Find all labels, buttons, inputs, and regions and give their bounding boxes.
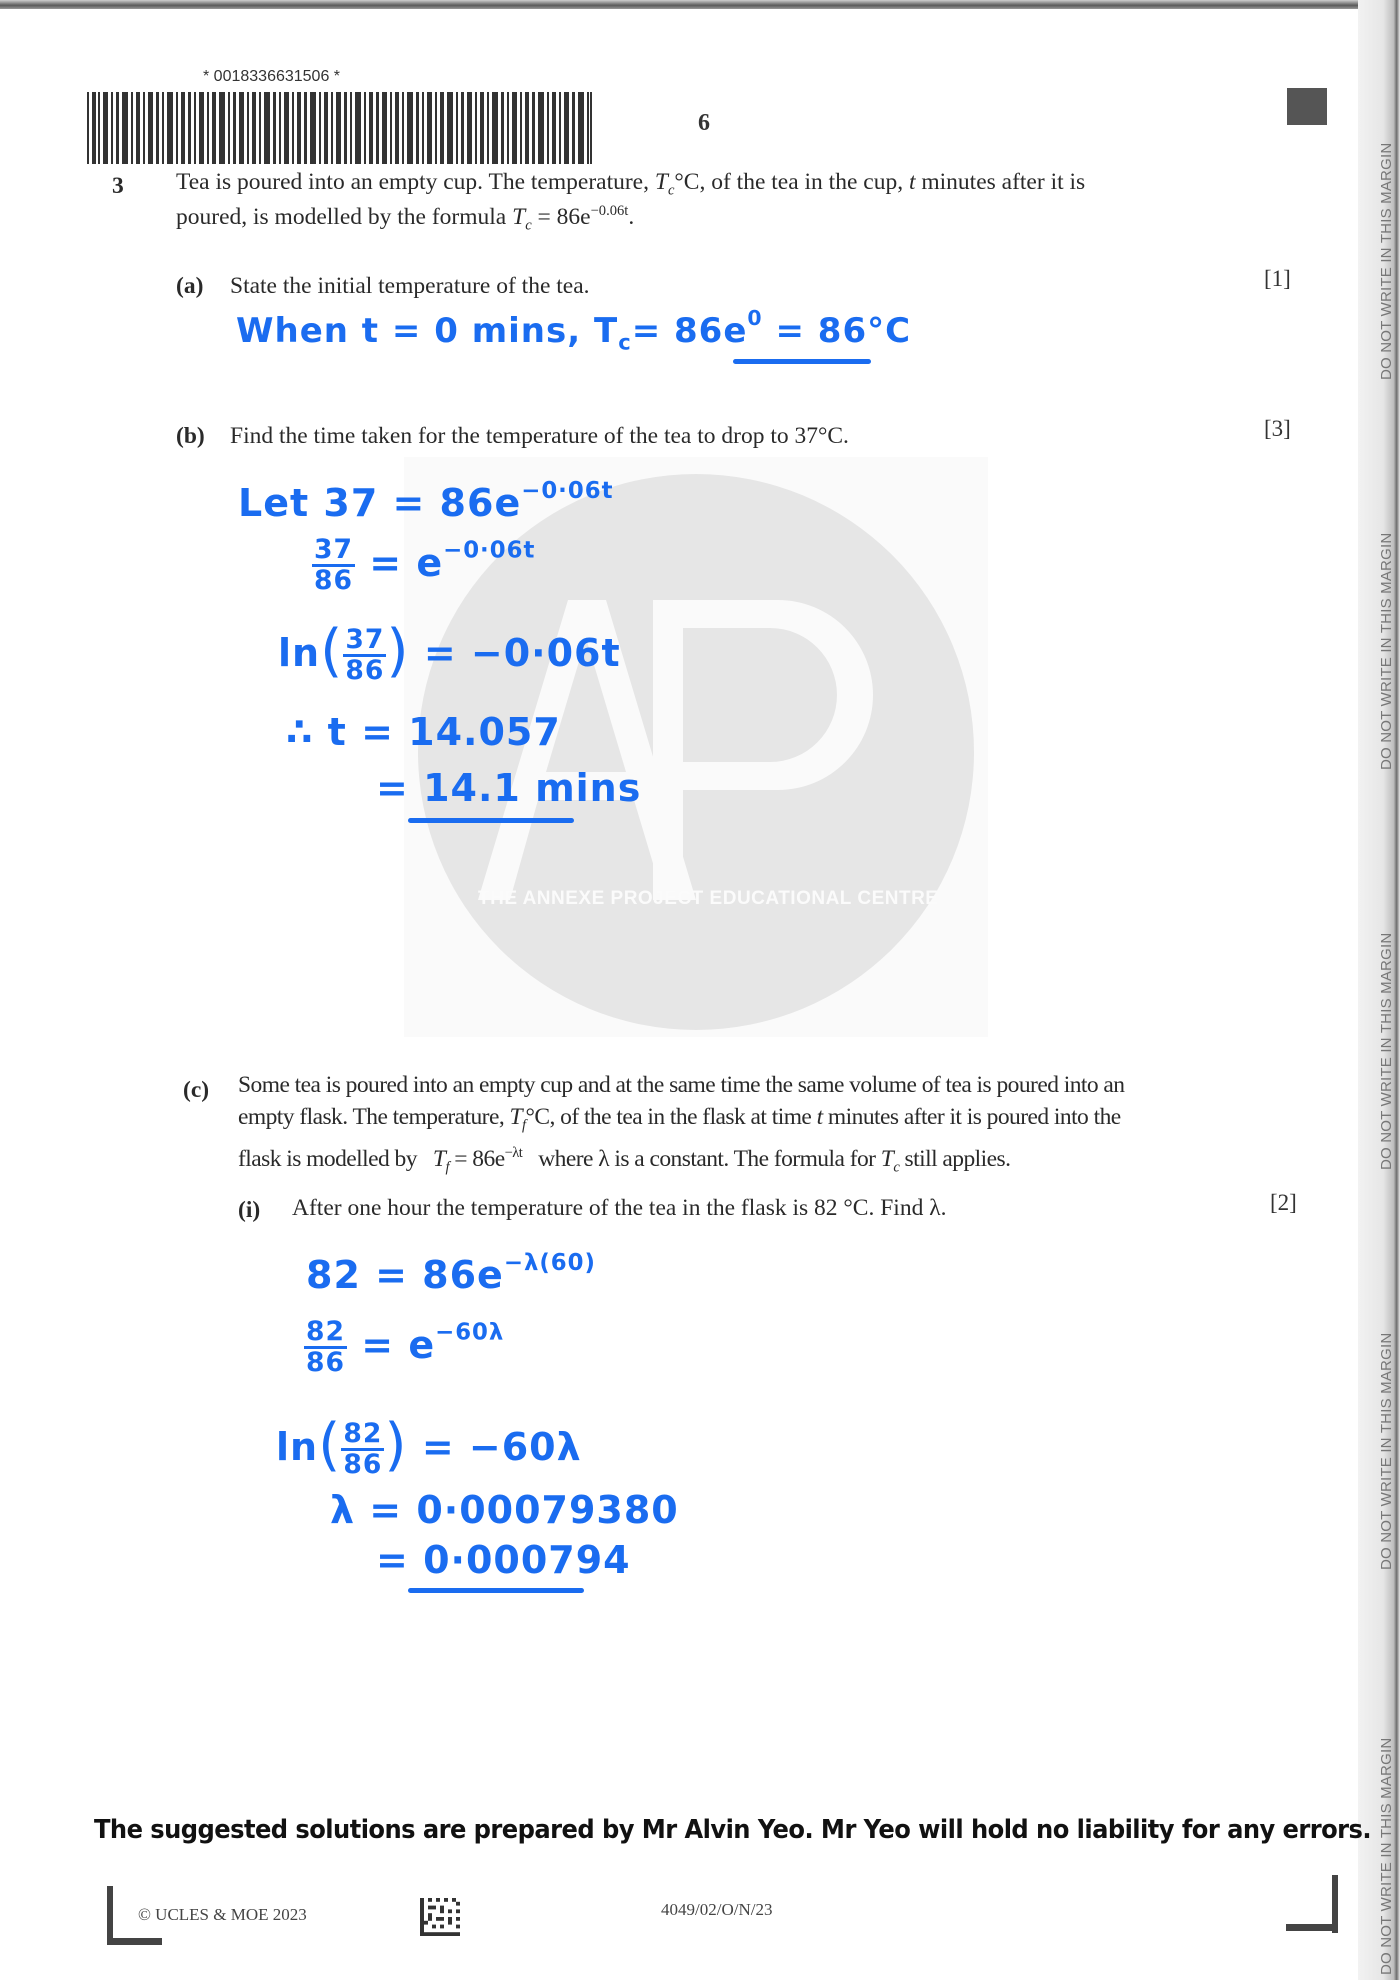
page-number: 6 <box>698 110 710 136</box>
part-c-i-working-line-4: λ = 0·00079380 <box>330 1488 679 1532</box>
margin-warning: DO NOT WRITE IN THIS MARGIN <box>1378 932 1395 1170</box>
part-b-result: 14.1 mins <box>423 766 642 810</box>
part-c-i-label: (i) <box>238 1197 261 1223</box>
margin-warning: DO NOT WRITE IN THIS MARGIN <box>1378 1332 1395 1570</box>
part-b-working-line-1: Let $37 = 86e^{-0\cdot 06t}$ <box>238 478 614 526</box>
part-b-working-line-5: = 14.1 mins <box>376 766 642 810</box>
answer-underline <box>408 1588 584 1593</box>
question-number: 3 <box>112 173 124 199</box>
barcode-icon <box>87 92 592 164</box>
question-intro <box>176 166 1085 237</box>
copyright: © UCLES & MOE 2023 <box>138 1905 307 1924</box>
corner-bracket-left <box>107 1886 113 1944</box>
part-c-stem: Some tea is poured into an empty cup and at the same time the same volume of tea is poured into an empty flask. The temperature, $T_f^\circ C$, of the tea in the flask at time t minutes after it is poured into the flask is modelled by $T_f = 86e^{-\lambda t}$ where λ is a constant. The formula for $T_c$ still applies. <box>238 1072 1125 1177</box>
corner-bracket-right <box>1286 1924 1338 1931</box>
margin-warning: DO NOT WRITE IN THIS MARGIN <box>1378 1737 1395 1975</box>
part-b-working-line-2: $\frac{37}{86}$ = $e^{-0\cdot 06t}$ <box>314 534 536 596</box>
question-intro-line-1: Tea is poured into an empty cup. The temperature, $T_c^\circ C$, of the tea in the cup, t minutes after it is <box>176 169 1086 199</box>
disclaimer: The suggested solutions are prepared by Mr Alvin Yeo. Mr Yeo will hold no liability for any errors. <box>94 1815 1372 1845</box>
part-c-i-working-line-2: $\frac{82}{86}$ = $e^{-60\lambda}$ <box>306 1316 505 1378</box>
watermark-text: THE ANNEXE PROJECT EDUCATIONAL CENTRE <box>478 888 939 909</box>
margin-warning: DO NOT WRITE IN THIS MARGIN <box>1378 532 1395 770</box>
answer-underline <box>733 359 871 364</box>
part-b-working-line-3: ln( $\frac{37}{86}$ ) = −0·06t <box>278 618 621 687</box>
part-c-i-working-line-3: ln( $\frac{82}{86}$ ) = −60λ <box>276 1412 582 1481</box>
barcode-number: * 0018336631506 * <box>203 68 341 85</box>
part-c-i-marks: [2] <box>1270 1190 1297 1215</box>
part-a-answer: When t = 0 mins, $T_c= 86e^0 = 86^\circ C$ <box>236 306 912 355</box>
part-c-i-question: After one hour the temperature of the tea in the flask is 82 °C. Find λ. <box>292 1195 947 1221</box>
part-c-i-result: 0·000794 <box>423 1538 631 1582</box>
part-a-result: 86°C <box>817 310 912 351</box>
registration-mark <box>1287 88 1327 125</box>
part-a-question: State the initial temperature of the tea. <box>230 273 590 299</box>
question-intro-line-2: poured, is modelled by the formula $T_c = 86e^{-0.06t}$. <box>176 203 635 235</box>
part-b-question: Find the time taken for the temperature of the tea to drop to 37°C. <box>230 423 849 449</box>
answer-underline <box>408 818 574 823</box>
paper-code: 4049/02/O/N/23 <box>661 1900 773 1919</box>
part-b-marks: [3] <box>1264 416 1291 441</box>
scan-top-edge <box>0 0 1400 9</box>
part-b-working-line-4: ∴ t = 14.057 <box>286 710 561 754</box>
part-b-label: (b) <box>176 423 205 449</box>
part-c-label: (c) <box>183 1077 210 1103</box>
part-c-i-working-line-1: $82 = 86e^{-\lambda(60)}$ <box>306 1250 596 1298</box>
corner-bracket-left <box>107 1938 162 1945</box>
part-c-i-working-line-5: = 0·000794 <box>376 1538 631 1582</box>
datamatrix-code-icon <box>420 1898 460 1936</box>
margin-warning: DO NOT WRITE IN THIS MARGIN <box>1378 142 1395 380</box>
part-a-marks: [1] <box>1264 266 1291 291</box>
part-a-label: (a) <box>176 273 204 299</box>
